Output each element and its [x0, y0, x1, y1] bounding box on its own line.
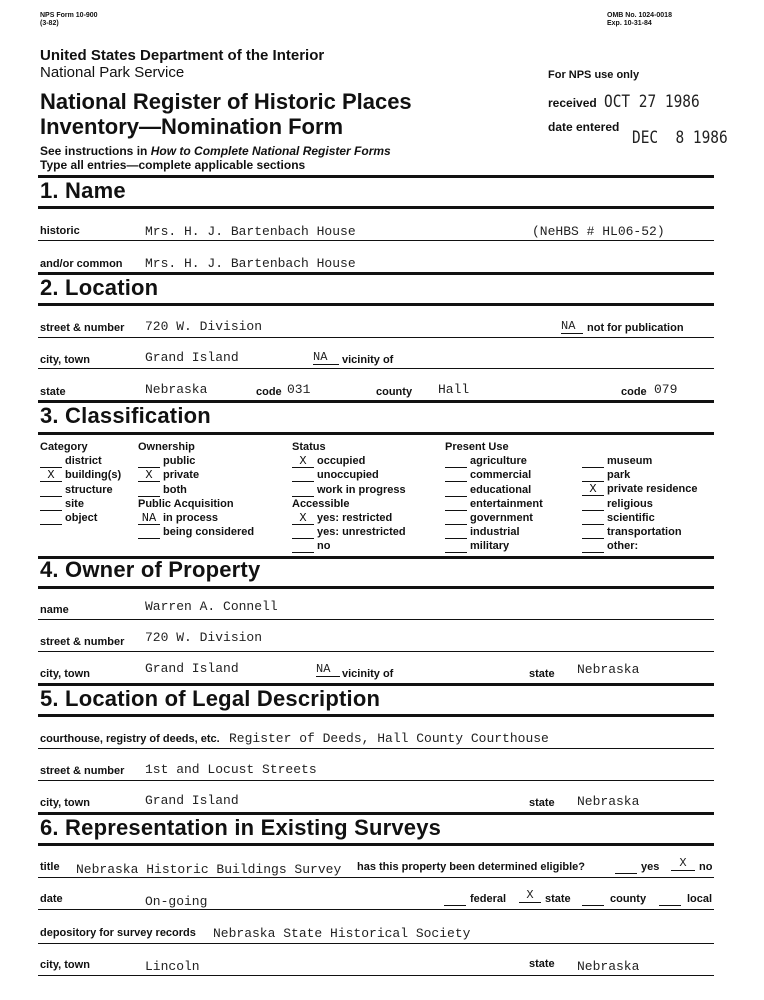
section-2-heading: 2. Location — [40, 275, 159, 300]
option-being-considered[interactable] — [138, 525, 288, 539]
county-value: Hall — [438, 382, 470, 397]
option-label: site — [65, 497, 84, 510]
field-line — [38, 651, 714, 652]
checkbox-mark[interactable] — [445, 527, 467, 539]
option-label: military — [470, 540, 510, 553]
option-label: commercial — [470, 469, 532, 482]
option-private[interactable] — [138, 468, 288, 482]
owner-vicinity-mark: NA — [316, 662, 340, 677]
option-label: religious — [607, 497, 653, 510]
checkbox-mark[interactable] — [582, 541, 604, 553]
checkbox-mark[interactable] — [138, 527, 160, 539]
common-name-label: and/or common — [40, 258, 123, 270]
federal-blank — [444, 905, 466, 906]
section-3-heading: 3. Classification — [40, 403, 211, 428]
divider — [38, 175, 714, 178]
option-entertainment[interactable] — [445, 497, 585, 511]
field-line — [38, 780, 714, 781]
option-label: educational — [470, 483, 532, 496]
option-yes-unrestricted[interactable] — [292, 525, 442, 539]
divider — [38, 206, 714, 209]
form-title-line2: Inventory—Nomination Form — [40, 114, 344, 139]
county-code-label: code — [621, 386, 647, 398]
checkbox-mark[interactable]: X — [582, 484, 604, 496]
divider — [38, 843, 714, 846]
option-label: yes: unrestricted — [317, 526, 406, 539]
option-label: private residence — [607, 483, 698, 496]
checkbox-mark[interactable] — [582, 456, 604, 468]
federal-label: federal — [470, 893, 507, 905]
status-heading: Status — [292, 441, 326, 453]
checkbox-mark[interactable] — [582, 470, 604, 482]
present-use-options — [445, 454, 585, 553]
option-agriculture[interactable] — [445, 454, 585, 468]
field-line — [38, 748, 714, 749]
ownership-options — [138, 454, 288, 497]
historic-survey-id: (NeHBS # HL06-52) — [532, 224, 665, 239]
vicinity-label: vicinity of — [342, 354, 394, 366]
depository-city-label: city, town — [40, 959, 90, 971]
owner-vicinity-label: vicinity of — [342, 668, 394, 680]
public-acquisition-heading: Public Acquisition — [138, 497, 234, 510]
option-label: in process — [163, 511, 219, 524]
checkbox-mark[interactable] — [445, 541, 467, 553]
not-for-publication-mark: NA — [561, 319, 583, 334]
option-label: private — [163, 469, 200, 482]
option-label: unoccupied — [317, 469, 379, 482]
option-label: being considered — [163, 526, 255, 539]
legal-state-value: Nebraska — [577, 794, 640, 809]
option-museum[interactable] — [582, 454, 714, 468]
depository-city-value: Lincoln — [145, 959, 200, 974]
received-stamp: OCT 27 1986 — [604, 92, 700, 112]
option-label: other: — [607, 540, 639, 553]
option-label: museum — [607, 455, 653, 467]
divider — [38, 586, 714, 589]
checkbox-mark[interactable] — [445, 470, 467, 482]
street-value: 720 W. Division — [145, 319, 263, 334]
divider — [38, 714, 714, 717]
checkbox-mark[interactable] — [40, 499, 62, 511]
yes-label: yes — [641, 861, 660, 873]
owner-name-value: Warren A. Connell — [145, 599, 278, 614]
option-label: building(s) — [65, 469, 122, 482]
depository-state-label: state — [529, 958, 555, 970]
checkbox-mark[interactable] — [582, 527, 604, 539]
state-value: Nebraska — [145, 382, 208, 397]
state-survey-mark: X — [519, 888, 541, 903]
field-line — [38, 975, 714, 976]
legal-city-value: Grand Island — [145, 793, 239, 808]
legal-street-value: 1st and Locust Streets — [145, 762, 317, 777]
option-public[interactable] — [138, 454, 288, 468]
owner-city-value: Grand Island — [145, 661, 239, 676]
checkbox-mark[interactable] — [40, 485, 62, 497]
nps-use-label: For NPS use only — [548, 69, 640, 81]
option-label: no — [317, 540, 331, 553]
option-yes-restricted[interactable] — [292, 511, 442, 525]
state-survey-label: state — [545, 893, 571, 905]
department-name: United States Department of the Interior — [40, 47, 325, 64]
option-in-process[interactable] — [138, 511, 288, 525]
option-unoccupied[interactable] — [292, 468, 442, 482]
option-both[interactable] — [138, 483, 288, 497]
acquisition-options — [138, 511, 288, 539]
option-no[interactable] — [292, 539, 442, 553]
checkbox-mark[interactable] — [582, 513, 604, 525]
option-work-in-progress[interactable] — [292, 483, 442, 497]
option-label: object — [65, 511, 98, 524]
present-use-column — [445, 440, 585, 554]
survey-title-label: title — [40, 861, 60, 873]
historic-label: historic — [40, 225, 80, 237]
courthouse-label: courthouse, registry of deeds, etc. — [40, 733, 220, 745]
option-label: industrial — [470, 526, 520, 539]
option-structure[interactable] — [40, 483, 140, 497]
divider — [38, 432, 714, 435]
common-name-value: Mrs. H. J. Bartenbach House — [145, 256, 356, 271]
instructions-line: See instructions in How to Complete National Register Forms — [40, 144, 391, 158]
section-6-heading: 6. Representation in Existing Surveys — [40, 815, 442, 840]
owner-street-value: 720 W. Division — [145, 630, 263, 645]
owner-street-label: street & number — [40, 636, 125, 648]
not-for-publication-label: not for publication — [587, 322, 684, 334]
checkbox-mark[interactable] — [292, 541, 314, 553]
checkbox-mark[interactable] — [582, 499, 604, 511]
county-survey-label: county — [610, 893, 647, 905]
option-label: scientific — [607, 511, 655, 524]
owner-name-label: name — [40, 604, 69, 616]
checkbox-mark[interactable] — [445, 499, 467, 511]
owner-state-value: Nebraska — [577, 662, 640, 677]
local-blank — [659, 905, 681, 906]
present-use-heading: Present Use — [445, 441, 509, 453]
option-label: agriculture — [470, 455, 527, 468]
category-options — [40, 454, 140, 525]
option-object[interactable] — [40, 511, 140, 525]
survey-date-label: date — [40, 893, 63, 905]
checkbox-mark[interactable] — [138, 456, 160, 468]
option-religious[interactable] — [582, 497, 714, 511]
historic-name-value: Mrs. H. J. Bartenbach House — [145, 224, 356, 239]
checkbox-mark[interactable] — [138, 485, 160, 497]
option-label: both — [163, 483, 187, 496]
checkbox-mark[interactable]: X — [292, 513, 314, 525]
survey-date-value: On-going — [145, 894, 208, 909]
status-options — [292, 454, 442, 497]
date-entered-label: date entered — [548, 120, 620, 134]
option-educational[interactable] — [445, 483, 585, 497]
checkbox-mark[interactable] — [292, 527, 314, 539]
option-private-residence[interactable] — [582, 482, 714, 496]
legal-city-label: city, town — [40, 797, 90, 809]
no-mark: X — [671, 856, 695, 871]
option-building-s[interactable] — [40, 468, 140, 482]
option-military[interactable] — [445, 539, 585, 553]
option-label: yes: restricted — [317, 511, 393, 524]
option-label: district — [65, 455, 102, 468]
state-label: state — [40, 386, 66, 398]
county-code-value: 079 — [654, 382, 678, 397]
service-name: National Park Service — [40, 64, 185, 81]
local-survey-label: local — [687, 893, 713, 905]
field-line — [38, 240, 714, 241]
checkbox-mark[interactable] — [292, 485, 314, 497]
option-label: structure — [65, 483, 113, 496]
field-line — [38, 337, 714, 338]
option-label: government — [470, 511, 533, 524]
option-label: transportation — [607, 525, 682, 538]
omb-number: OMB No. 1024-0018 — [607, 12, 672, 19]
eligible-question: has this property been determined eligible? — [357, 861, 585, 873]
field-line — [38, 368, 714, 369]
expiration-date: Exp. 10-31-84 — [607, 20, 652, 27]
county-blank — [582, 905, 604, 906]
field-line — [38, 877, 714, 878]
checkbox-mark[interactable] — [445, 456, 467, 468]
depository-label: depository for survey records — [40, 927, 196, 939]
vicinity-mark: NA — [313, 350, 339, 365]
owner-state-label: state — [529, 668, 555, 680]
option-site[interactable] — [40, 497, 140, 511]
checkbox-mark[interactable]: X — [292, 456, 314, 468]
checkbox-mark[interactable]: X — [138, 470, 160, 482]
ownership-heading: Ownership — [138, 441, 195, 453]
divider — [38, 303, 714, 306]
section-4-heading: 4. Owner of Property — [40, 557, 261, 582]
option-occupied[interactable] — [292, 454, 442, 468]
option-park[interactable] — [582, 468, 714, 482]
checkbox-mark[interactable] — [292, 470, 314, 482]
option-transportation[interactable] — [582, 525, 714, 539]
category-heading: Category — [40, 441, 88, 453]
depository-state-value: Nebraska — [577, 959, 640, 974]
city-value: Grand Island — [145, 350, 239, 365]
field-line — [38, 943, 714, 944]
yes-blank — [615, 873, 637, 874]
option-industrial[interactable] — [445, 525, 585, 539]
form-number: NPS Form 10-900 — [40, 12, 98, 19]
option-other[interactable] — [582, 539, 714, 553]
form-title-line1: National Register of Historic Places — [40, 89, 412, 114]
present-use-options-2 — [582, 454, 714, 553]
section-5-heading: 5. Location of Legal Description — [40, 686, 381, 711]
field-line — [38, 909, 714, 910]
county-label: county — [376, 386, 413, 398]
checkbox-mark[interactable] — [40, 513, 62, 525]
instructions-line2: Type all entries—complete applicable sections — [40, 158, 306, 172]
status-column — [292, 440, 442, 554]
no-label: no — [699, 861, 713, 873]
checkbox-mark[interactable]: X — [40, 470, 62, 482]
entered-stamp: DEC 8 1986 — [632, 128, 728, 148]
category-column — [40, 440, 140, 525]
checkbox-mark[interactable]: NA — [138, 513, 160, 525]
accessible-heading: Accessible — [292, 497, 350, 510]
owner-city-label: city, town — [40, 668, 90, 680]
courthouse-value: Register of Deeds, Hall County Courthouse — [229, 731, 549, 746]
depository-value: Nebraska State Historical Society — [213, 926, 471, 941]
accessible-options — [292, 511, 442, 554]
city-town-label: city, town — [40, 354, 90, 366]
option-label: public — [163, 455, 196, 468]
option-label: park — [607, 469, 631, 482]
survey-title-value: Nebraska Historic Buildings Survey — [76, 862, 342, 877]
option-label: occupied — [317, 455, 366, 468]
option-scientific[interactable] — [582, 511, 714, 525]
street-number-label: street & number — [40, 322, 125, 334]
checkbox-mark[interactable] — [445, 513, 467, 525]
option-label: work in progress — [317, 483, 406, 496]
checkbox-mark[interactable] — [40, 456, 62, 468]
option-label: entertainment — [470, 497, 543, 510]
checkbox-mark[interactable] — [445, 485, 467, 497]
state-code-value: 031 — [287, 382, 311, 397]
option-commercial[interactable] — [445, 468, 585, 482]
code-label: code — [256, 386, 282, 398]
option-government[interactable] — [445, 511, 585, 525]
field-line — [38, 619, 714, 620]
legal-street-label: street & number — [40, 765, 125, 777]
present-use-column-2 — [582, 454, 714, 553]
ownership-column — [138, 440, 288, 539]
received-label: received — [548, 96, 597, 110]
legal-state-label: state — [529, 797, 555, 809]
section-1-heading: 1. Name — [40, 178, 126, 203]
option-district[interactable] — [40, 454, 140, 468]
form-revision: (3-82) — [40, 20, 59, 27]
